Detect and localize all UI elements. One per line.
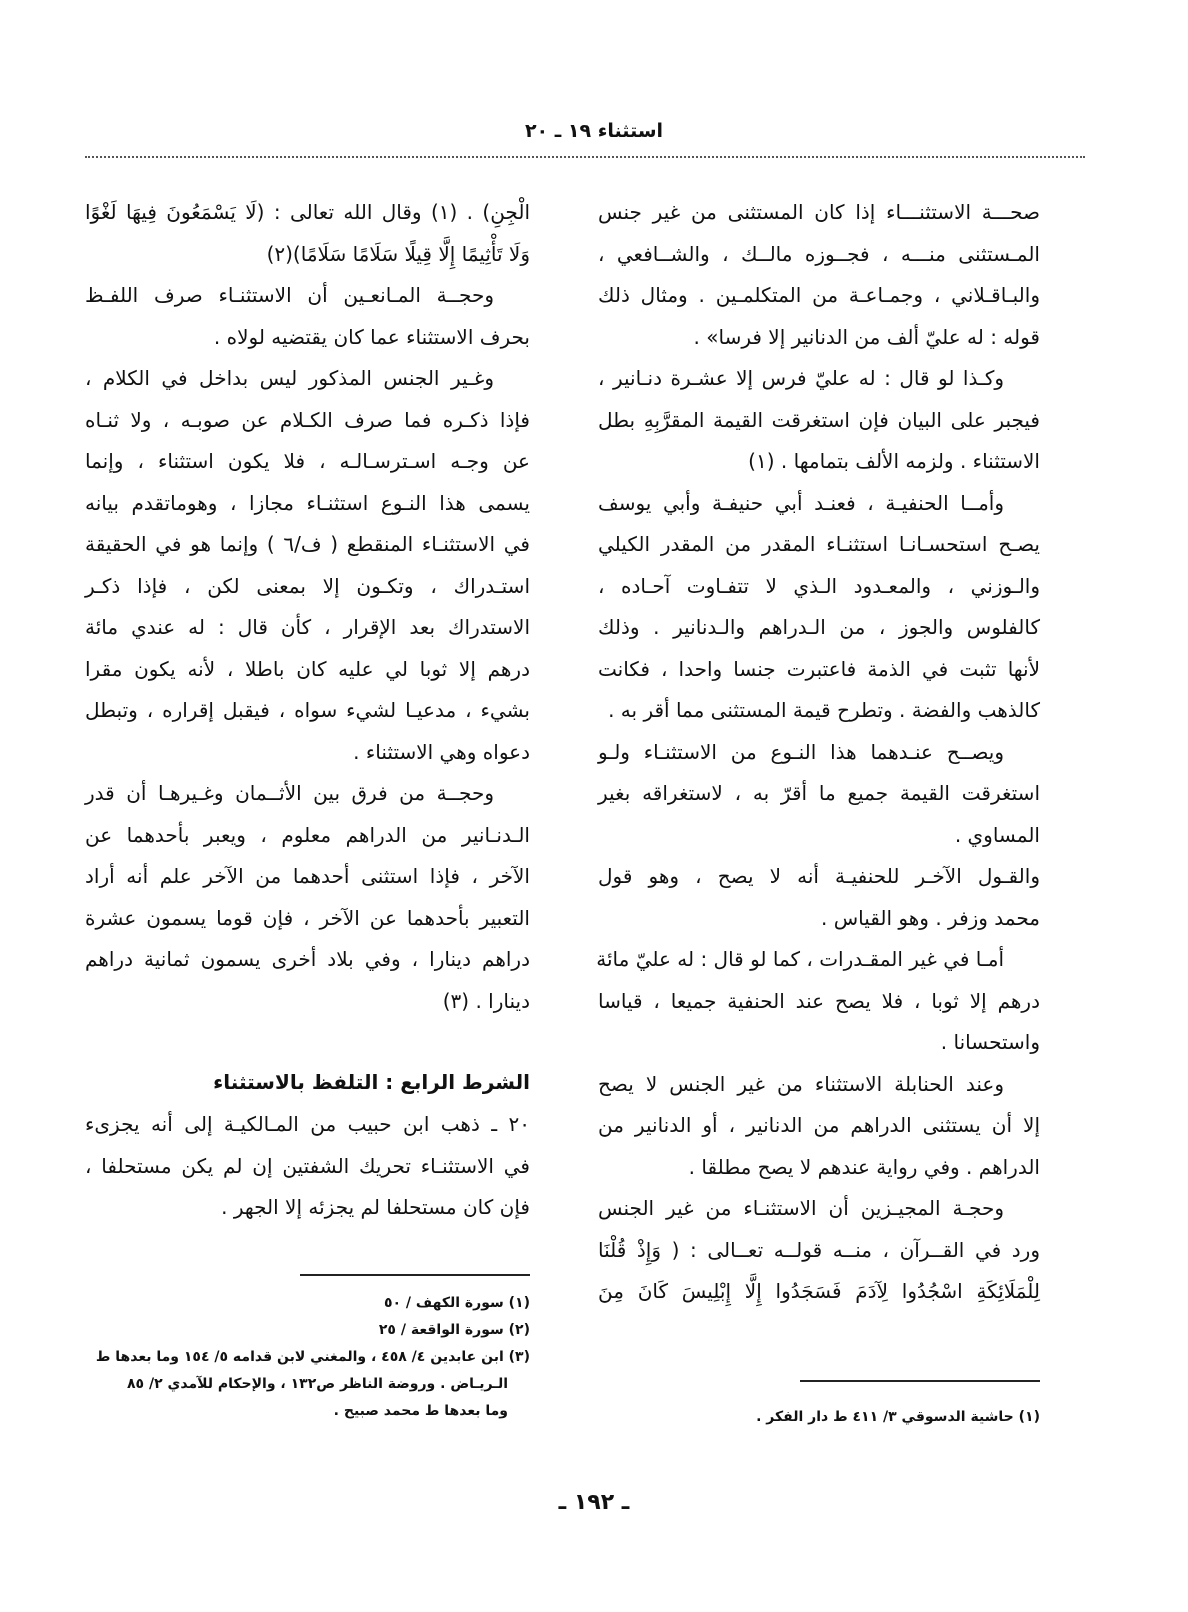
text-line: الاستثناء . ولزمه الألف بتمامها . (١) [748,449,1040,473]
paragraph [85,1104,530,1229]
text-line: وعند الحنابلة الاستثناء من غير الجنس لا يصح [598,1071,1004,1096]
right-footnotes [598,1404,1040,1431]
text-line: والـوزني ، والمعـدود الـذي لا تتفـاوت آحـاده ، [598,573,1040,598]
text-line: دعواه وهي الاستثناء . [353,739,530,764]
text-line: دينارا . (٣) [442,988,530,1013]
right-footnote-separator [800,1380,1040,1382]
text-line: عن وجـه اسـترسـالـه ، فلا يكون استثناء ، وإنما [85,449,530,473]
text-line: وحجـة المجيـزين أن الاستثنـاء من غير الجنس [598,1196,1004,1220]
paragraph [598,1188,1040,1313]
paragraph [598,856,1040,939]
paragraph [85,275,530,358]
text-line: وحجــة من فرق بين الأثــمان وغـيرهـا أن قدر [85,781,494,805]
text-line: يسمى هذا النـوع استثنـاء مجازا ، وهوماتقدم بيانه [85,490,530,515]
text-line: كالفلوس والجوز ، من الـدراهم والـدنانير . وذلك [598,615,1040,639]
page-number: ـ ١٩٢ ـ [558,1490,630,1515]
paragraph [85,192,530,275]
left-main-text [85,192,530,1022]
paragraph [598,939,1040,1064]
text-line: الآخر ، فإذا استثنى أحدهما من الآخر علم أنه أراد [85,864,530,888]
text-line: استـدراك ، وتكـون إلا بمعنى لكن ، فإذا ذكـر [85,573,530,598]
section-text [85,1104,530,1229]
text-line: ٢٠ ـ ذهب ابن حبيب من المـالكيـة إلى أنه يجزىء [85,1112,530,1136]
text-line: والقـول الآخـر للحنفيـة أنه لا يصح ، وهو قول [598,864,1040,888]
paragraph [85,773,530,1022]
paragraph [598,358,1040,483]
text-line: درهم إلا ثوبا لي عليه كان باطلا ، لأنه يكون مقرا [85,656,530,681]
left-footnotes [85,1290,530,1425]
text-line: واستحسانا . [940,1030,1040,1054]
text-line: التعبير بأحدهما عن الآخر ، فإن قوما يسمون عشرة [85,905,530,930]
text-line: ورد في القــرآن ، منــه قولــه تعــالى : ( وَإِذْ قُلْنَا [598,1237,1040,1262]
text-line: أمـا في غير المقـدرات ، كما لو قال : له عليّ مائة [596,947,1004,971]
text-line: وأمــا الحنفيـة ، فعنـد أبي حنيفـة وأبي يوسف [598,490,1004,515]
paragraph [598,192,1040,358]
footnote-line: (٣) ابن عابدين ٤/ ٤٥٨ ، والمغني لابن قدامه ٥/ ١٥٤ وما بعدها ط [95,1349,530,1365]
text-line: الـدنـانير من الدراهم معلوم ، ويعبر بأحدهما عن [85,822,530,847]
text-line: لِلْمَلَائِكَةِ اسْجُدُوا لِآدَمَ فَسَجَدُوا إِلَّا إِبْلِيسَ كَانَ مِنَ [598,1279,1040,1303]
text-line: بشيء ، مدعيـا لشيء سواه ، فيقبل إقراره ، وتبطل [85,698,530,722]
footnote-line: (١) سورة الكهف / ٥٠ [383,1295,530,1311]
text-line: كالذهب والفضة . وتطرح قيمة المستثنى مما أقر به . [608,698,1040,722]
text-line: وغـير الجنس المذكور ليس بداخل في الكلام ، [85,366,494,390]
text-line: فإن كان مستحلفا لم يجزئه إلا الجهر . [221,1195,530,1219]
text-line: يصـح استحسـانـا استثنـاء المقدر من المقدر الكيلي [598,532,1040,556]
paragraph [598,483,1040,732]
text-line: فإذا ذكـره فما صرف الكـلام عن صوبـه ، ولا ثنـاه [85,407,530,432]
text-line: وحجــة المـانعـين أن الاستثنـاء صرف اللفـظ [85,283,494,307]
paragraph [598,732,1040,857]
text-line: وَلَا تَأْثِيمًا إِلَّا قِيلًا سَلَامًا سَلَامًا)(٢) [266,241,530,266]
text-line: المـستثنى منـــه ، فجــوزه مالــك ، والشــافعي ، [598,241,1040,266]
text-line: الدراهم . وفي رواية عندهم لا يصح مطلقا . [688,1154,1040,1179]
text-line: صحـــة الاستثنـــاء إذا كان المستثنى من غير جنس [598,200,1040,224]
text-line: ويصــح عنـدهما هذا النـوع من الاستثنـاء ولـو [598,739,1004,764]
text-line: فيجبر على البيان فإن استغرقت القيمة المقرَّبِهِ بطل [598,407,1040,432]
text-line: لأنها تثبت في الذمة فاعتبرت جنسا واحدا ، فكانت [598,656,1040,681]
left-footnote-separator [300,1274,530,1276]
text-line: قوله : له عليّ ألف من الدنانير إلا فرسا» . [693,324,1040,349]
left-column [85,192,530,1229]
text-line: إلا أن يستثنى الدراهم من الدنانير ، أو الدنانير من [598,1113,1040,1137]
text-line: بحرف الاستثناء عما كان يقتضيه لولاه . [213,324,530,349]
footnote-line: (٢) سورة الواقعة / ٢٥ [378,1322,530,1338]
header-dotted-rule [85,156,1085,158]
text-line: في الاستثنـاء تحريك الشفتين إن لم يكن مستحلفا ، [85,1153,530,1178]
running-header: استثناء ١٩ ـ ٢٠ [524,120,664,142]
text-line: في الاستثنـاء المنقطع ( ف/٦ ) وإنما هو في الحقيقة [85,532,530,556]
text-line: محمد وزفر . وهو القياس . [821,905,1040,930]
footnote-line: الـريـاض . وروضة الناظر ص١٣٢ ، والإحكام للآمدي ٢/ ٨٥ [127,1376,508,1392]
text-line: الاستدراك بعد الإقرار ، كأن قال : له عندي مائة [85,615,530,639]
text-line: وكـذا لو قال : له عليّ فرس إلا عشـرة دنـانير ، [598,366,1004,390]
footnote-line: (١) حاشية الدسوقي ٣/ ٤١١ ط دار الفكر . [756,1409,1040,1425]
footnote-line: وما بعدها ط محمد صبيح . [333,1403,508,1419]
right-column [598,192,1040,1313]
text-line: استغرقت القيمة جميع ما أقرّ به ، لاستغراقه بغير [598,781,1040,805]
text-line: دراهم دينارا ، وفي بلاد أخرى يسمون ثمانية دراهم [85,947,530,971]
text-line: درهم إلا ثوبا ، فلا يصح عند الحنفية جميعا ، قياسا [598,988,1040,1013]
text-line: الْجِنِ) . (١) وقال الله تعالى : (لَا يَسْمَعُونَ فِيهَا لَغْوًا [85,200,530,224]
text-line: المساوي . [954,822,1040,847]
paragraph [598,1064,1040,1189]
paragraph [85,358,530,773]
section-heading: الشرط الرابع : التلفظ بالاستثناء [213,1070,530,1094]
text-line: والبـاقـلاني ، وجمـاعـة من المتكلمـين . ومثال ذلك [598,283,1040,307]
